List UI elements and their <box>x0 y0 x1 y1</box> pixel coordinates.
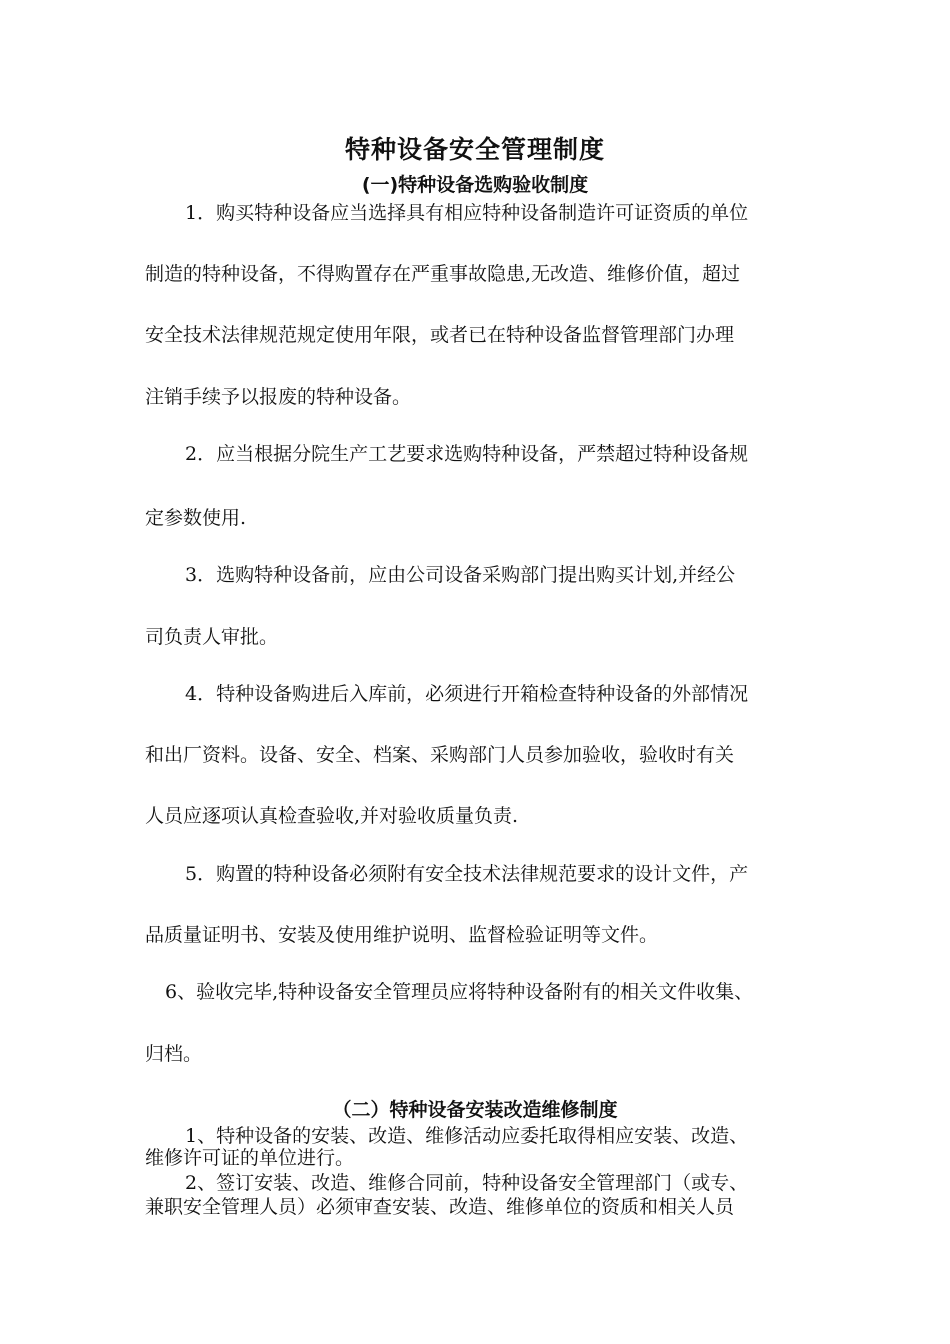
section2-p1-line2: 维修许可证的单位进行。 <box>145 1147 355 1169</box>
section1-p1-line4: 注销手续予以报废的特种设备。 <box>145 386 412 408</box>
section1-p6-line2: 归档。 <box>145 1043 203 1065</box>
section1-p1-line2: 制造的特种设备，不得购置存在严重事故隐患,无改造、维修价值，超过 <box>145 263 741 285</box>
section1-p5-line1: 5．购置的特种设备必须附有安全技术法律规范要求的设计文件，产 <box>185 863 749 885</box>
section1-p2-line2: 定参数使用. <box>145 507 247 529</box>
section1-p1-line1: 1．购买特种设备应当选择具有相应特种设备制造许可证资质的单位 <box>185 202 749 224</box>
section2-p2-line1: 2、签订安装、改造、维修合同前，特种设备安全管理部门（或专、 <box>185 1172 749 1194</box>
section1-p3-line1: 3．选购特种设备前，应由公司设备采购部门提出购买计划,并经公 <box>185 564 736 586</box>
section1-heading: (一)特种设备选购验收制度 <box>361 174 589 196</box>
section2-p2-line2: 兼职安全管理人员）必须审查安装、改造、维修单位的资质和相关人员 <box>145 1196 735 1218</box>
section2-heading: （二）特种设备安装改造维修制度 <box>332 1099 618 1121</box>
section1-p6-line1: 6、验收完毕,特种设备安全管理员应将特种设备附有的相关文件收集、 <box>165 981 754 1003</box>
section1-p4-line3: 人员应逐项认真检查验收,并对验收质量负责. <box>145 805 519 827</box>
section1-p3-line2: 司负责人审批。 <box>145 626 279 648</box>
section1-p1-line3: 安全技术法律规范规定使用年限，或者已在特种设备监督管理部门办理 <box>145 324 735 346</box>
section1-p2-line1: 2．应当根据分院生产工艺要求选购特种设备，严禁超过特种设备规 <box>185 443 749 465</box>
section1-p5-line2: 品质量证明书、安装及使用维护说明、监督检验证明等文件。 <box>145 924 659 946</box>
section1-p4-line1: 4．特种设备购进后入库前，必须进行开箱检查特种设备的外部情况 <box>185 683 749 705</box>
section1-p4-line2: 和出厂资料。设备、安全、档案、采购部门人员参加验收，验收时有关 <box>145 744 735 766</box>
document-title: 特种设备安全管理制度 <box>344 135 605 164</box>
section2-p1-line1: 1、特种设备的安装、改造、维修活动应委托取得相应安装、改造、 <box>185 1125 749 1147</box>
